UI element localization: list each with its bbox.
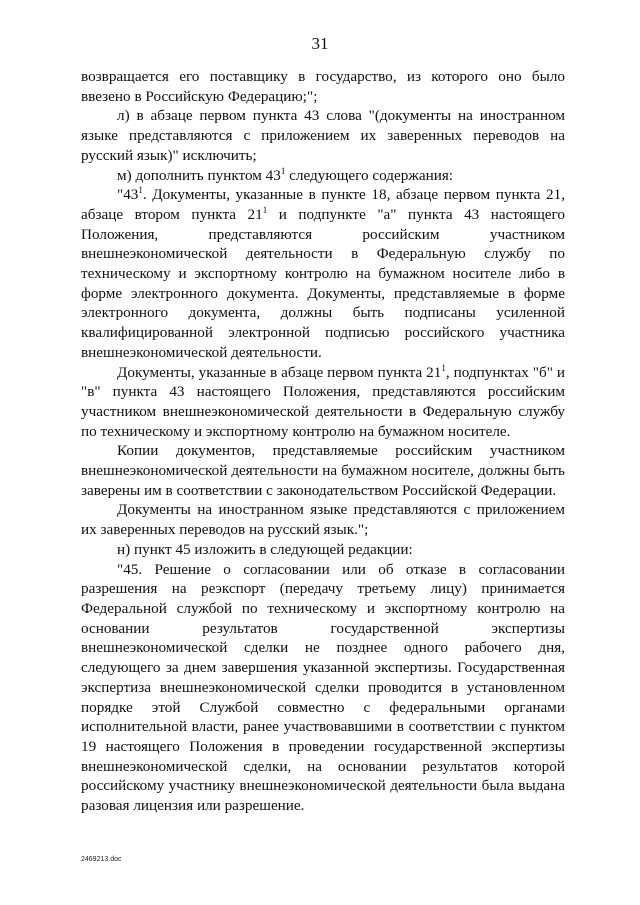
superscript: 1 bbox=[262, 204, 268, 215]
text-segment: следующего содержания: bbox=[285, 166, 454, 184]
superscript: 1 bbox=[138, 185, 143, 196]
paragraph-documents bbox=[81, 363, 565, 442]
text-segment: "43 bbox=[117, 186, 139, 204]
document-body bbox=[81, 67, 565, 816]
text-segment: . Документы, указанные в пункте 18, абзаце первом пункта 21, абзаце втором пункта 21 bbox=[81, 186, 565, 223]
superscript: 1 bbox=[280, 165, 286, 176]
page-number: 31 bbox=[311, 34, 329, 53]
paragraph-copies: Копии документов, представляемые российским участником внешнеэкономической деятельности на бумажном носителе, должны быть заверены им в соответствии с законодательством Российской Федерации. bbox=[81, 442, 565, 499]
text-segment: , подпунктах "б" и "в" пункта 43 настоящего Положения, представляются российским участником внешнеэкономической деятельности в Федеральную службу по техническому и экспортному контролю на бумажном носителе. bbox=[81, 363, 565, 440]
text-segment: и подпункте "а" пункта 43 настоящего Положения, представляются российским участником внешнеэкономической деятельности в Федеральную службу по техническому и экспортному контролю на бумажном носителе либо в форме электронного документа. Документы, представляемые в форме электронного документа, должны быть подписаны усиленной квалифицированной электронной подписью российского участника внешнеэкономической деятельности. bbox=[81, 205, 565, 361]
text-segment: Документы, указанные в абзаце первом пункта 21 bbox=[117, 363, 442, 381]
paragraph-point-43-1 bbox=[81, 185, 565, 362]
paragraph-item-m bbox=[81, 166, 565, 186]
paragraph-continuation: возвращается его поставщику в государство, из которого оно было ввезено в Российскую Федерацию;"; bbox=[81, 68, 565, 105]
paragraph-foreign-language: Документы на иностранном языке представляются с приложением их заверенных переводов на русский язык."; bbox=[81, 501, 565, 539]
footer-filename: 2469213.doc bbox=[81, 856, 122, 863]
paragraph-item-l: л) в абзаце первом пункта 43 слова "(документы на иностранном языке представляются с приложением их заверенных переводов на русский язык)" исключить; bbox=[81, 107, 565, 164]
text-segment: м) дополнить пунктом 43 bbox=[117, 166, 281, 184]
paragraph-point-45: "45. Решение о согласовании или об отказе в согласовании разрешения на реэкспорт (передачу третьему лицу) принимается Федеральной службой по техническому и экспортному контролю на основании результатов государственной экспертизы внешнеэкономической сделки не позднее одного рабочего дня, следующего за днем завершения указанной экспертизы. Государственная экспертиза внешнеэкономической сделки проводится в установленном порядке этой Службой совместно с федеральными органами исполнительной власти, ранее участвовавшими в соответствии с пунктом 19 настоящего Положения в проведении государственной экспертизы внешнеэкономической сделки, на основании результатов которой российскому участнику внешнеэкономической деятельности была выдана разовая лицензия или разрешение. bbox=[81, 560, 565, 815]
paragraph-item-n: н) пункт 45 изложить в следующей редакции: bbox=[117, 540, 413, 558]
superscript: 1 bbox=[441, 362, 446, 373]
